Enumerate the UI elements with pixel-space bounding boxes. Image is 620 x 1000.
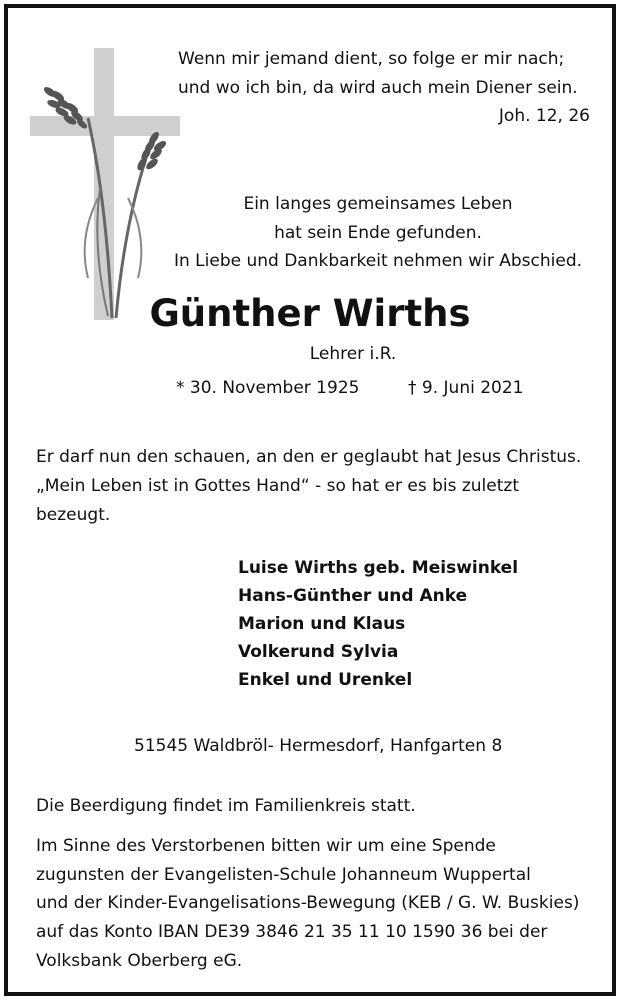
donation-line-1: Im Sinne des Verstorbenen bitten wir um eine Spende — [36, 836, 496, 856]
donation-line-4: auf das Konto IBAN DE39 3846 21 35 11 10 1590 36 bei der — [36, 922, 548, 942]
tribute-line-3: bezeugt. — [36, 505, 111, 525]
donation-line-2: zugunsten der Evangelisten-Schule Johanneum Wuppertal — [36, 865, 531, 885]
intro-line-2: hat sein Ende gefunden. — [274, 223, 482, 243]
address: 51545 Waldbröl- Hermesdorf, Hanfgarten 8 — [134, 736, 503, 756]
verse-line-1: Wenn mir jemand dient, so folge er mir nach; — [178, 49, 565, 69]
verse-line-2: und wo ich bin, da wird auch mein Diener sein. — [178, 78, 578, 98]
mourner-2: Hans-Günther und Anke — [238, 586, 468, 606]
mourner-4: Volkerund Sylvia — [238, 642, 399, 662]
birth-date: * 30. November 1925 — [176, 378, 360, 398]
intro-line-3: In Liebe und Dankbarkeit nehmen wir Abschied. — [173, 251, 583, 271]
mourner-1: Luise Wirths geb. Meiswinkel — [238, 558, 519, 578]
donation-line-3: und der Kinder-Evangelisations-Bewegung (KEB / G. W. Buskies) — [36, 893, 580, 913]
mourner-3: Marion und Klaus — [238, 614, 406, 634]
death-date: † 9. Juni 2021 — [408, 378, 524, 398]
donation-line-5: Volksbank Oberberg eG. — [36, 951, 243, 971]
funeral-note: Die Beerdigung findet im Familienkreis statt. — [36, 796, 416, 816]
verse-reference: Joh. 12, 26 — [498, 106, 590, 126]
deceased-name: Günther Wirths — [149, 292, 471, 335]
tribute-line-1: Er darf nun den schauen, an den er geglaubt hat Jesus Christus. — [36, 447, 582, 467]
obituary-notice — [4, 4, 616, 996]
intro-line-1: Ein langes gemeinsames Leben — [243, 194, 513, 214]
deceased-title: Lehrer i.R. — [309, 344, 397, 364]
cross-with-wheat-icon — [28, 48, 188, 328]
tribute-line-2: „Mein Leben ist in Gottes Hand“ - so hat er es bis zuletzt — [36, 476, 519, 496]
mourner-5: Enkel und Urenkel — [238, 670, 413, 690]
